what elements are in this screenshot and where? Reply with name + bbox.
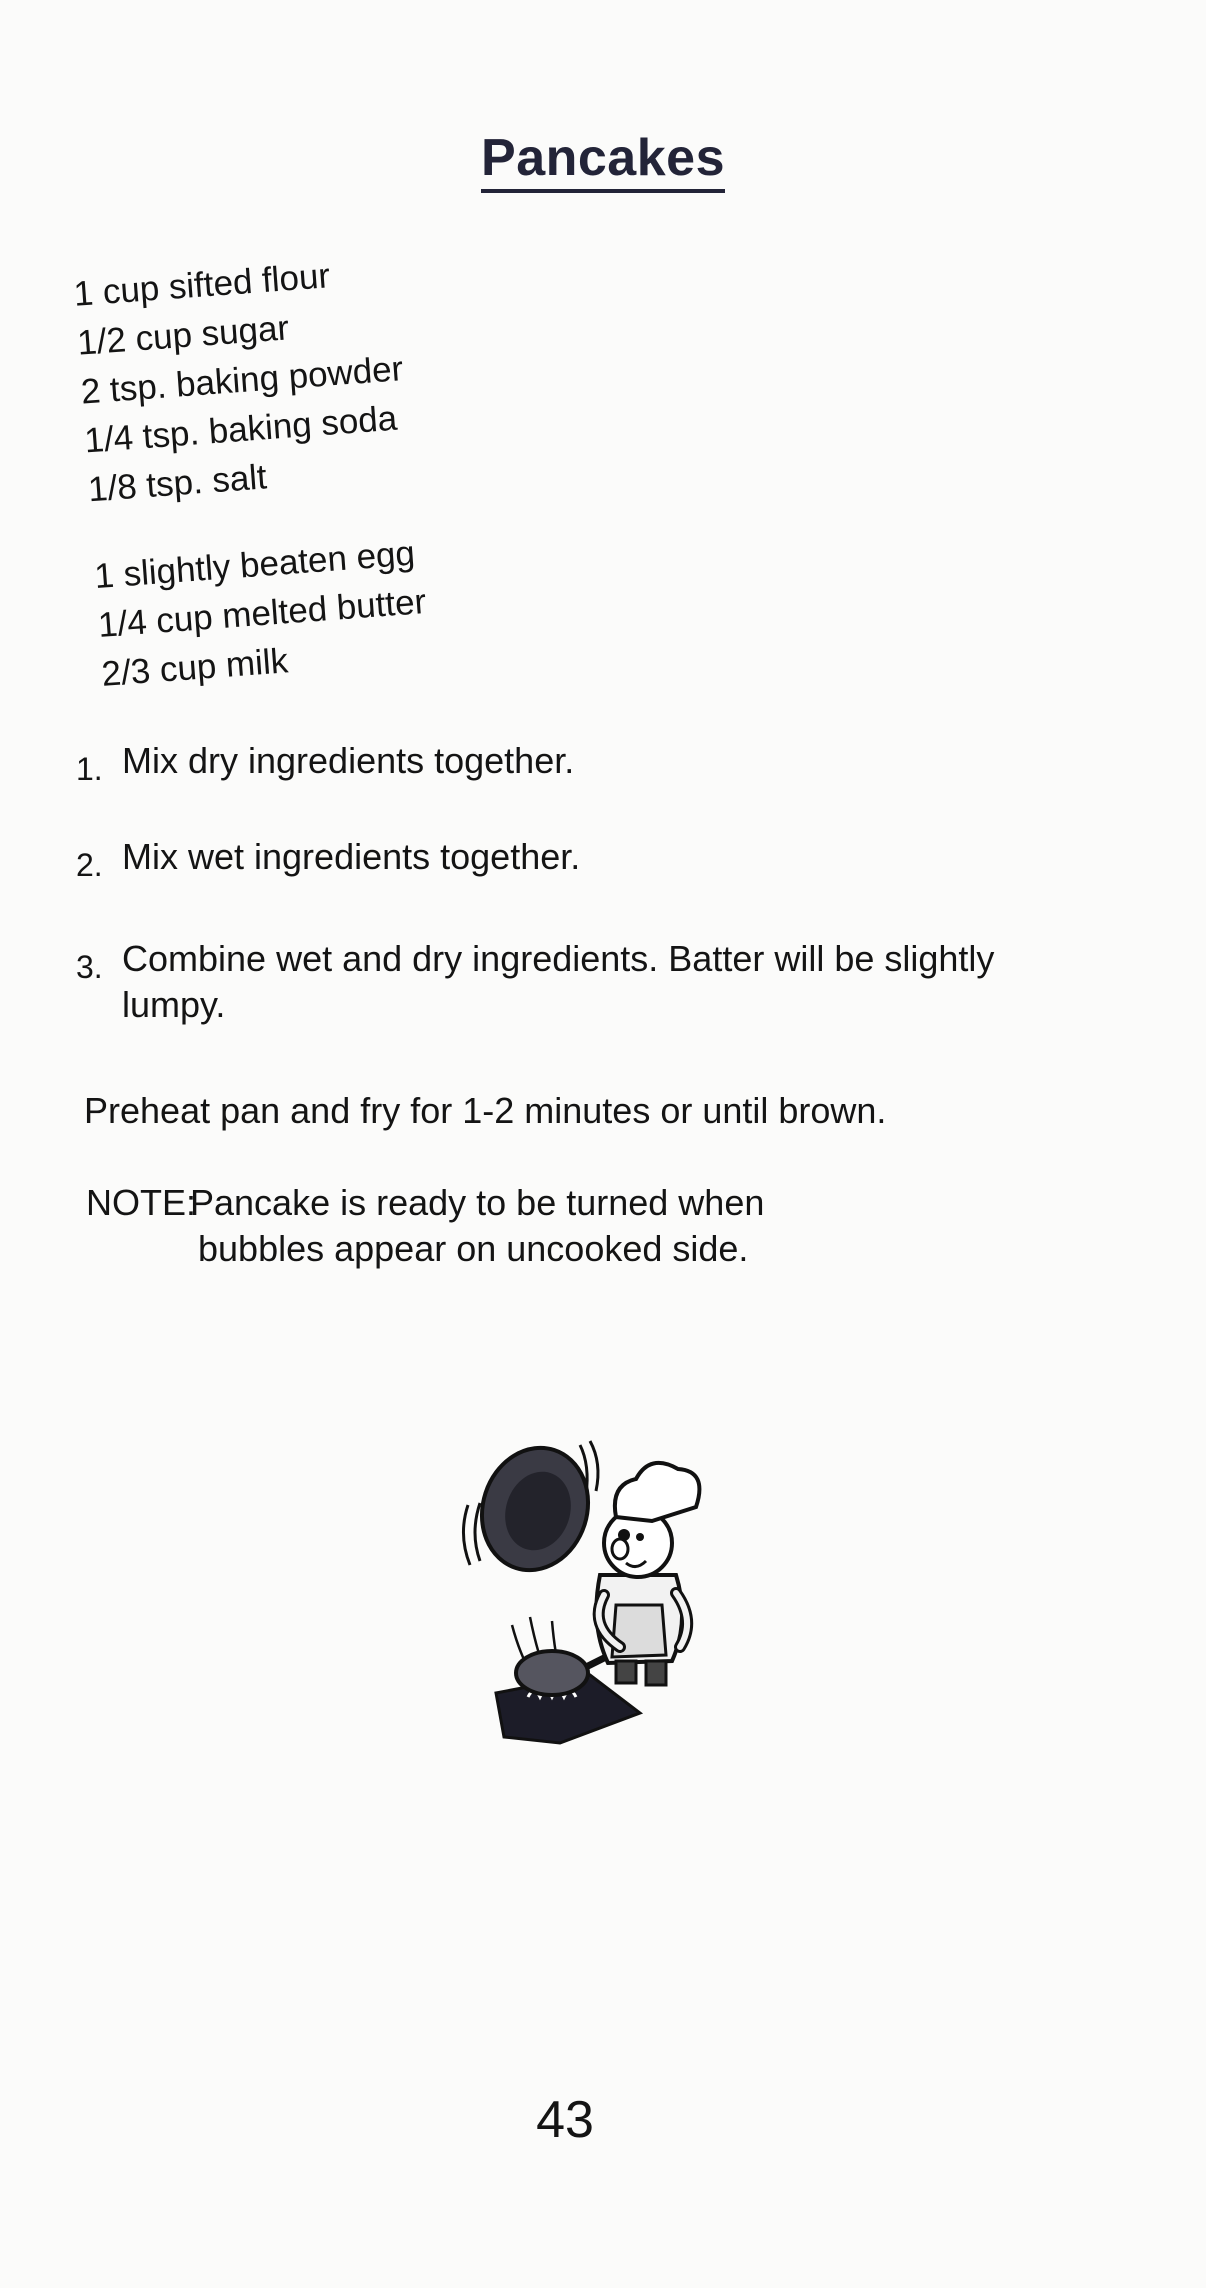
ingredient-item: 1 slightly beaten egg [93, 533, 417, 597]
note-line-1: Pancake is ready to be turned when [190, 1182, 765, 1223]
recipe-title [0, 128, 1206, 188]
step-number: 1. [76, 751, 103, 787]
step-text: Mix wet ingredients together. [122, 836, 581, 877]
step-3 [76, 936, 1082, 1028]
ingredient-item: 2/3 cup milk [100, 641, 290, 694]
ingredient-item: 1/4 cup melted butter [96, 582, 428, 645]
ingredient-item: 1/4 tsp. baking soda [83, 398, 399, 461]
chef-flipping-pancake-illustration [440, 1425, 730, 1755]
step-text: Combine wet and dry ingredients. Batter will be slightly lumpy. [122, 938, 995, 1025]
step-number: 3. [76, 949, 103, 985]
ingredient-item: 1 cup sifted flour [72, 256, 332, 314]
step-text: Mix dry ingredients together. [122, 740, 575, 781]
page-number: 43 [536, 2091, 594, 2149]
note-line-2: bubbles appear on uncooked side. [198, 1228, 749, 1269]
ingredient-item: 1/8 tsp. salt [86, 457, 269, 510]
step-2 [76, 834, 1082, 888]
ingredient-item: 2 tsp. baking powder [79, 349, 405, 412]
fry-instruction: Preheat pan and fry for 1-2 minutes or until brown. [84, 1090, 887, 1131]
ingredient-item: 1/2 cup sugar [75, 308, 291, 363]
step-number: 2. [76, 847, 103, 883]
ingredient-list [72, 246, 431, 699]
recipe-title-text: Pancakes [481, 129, 725, 193]
step-1 [76, 738, 1082, 792]
note [86, 1180, 764, 1272]
note-label: NOTE: [86, 1182, 197, 1223]
